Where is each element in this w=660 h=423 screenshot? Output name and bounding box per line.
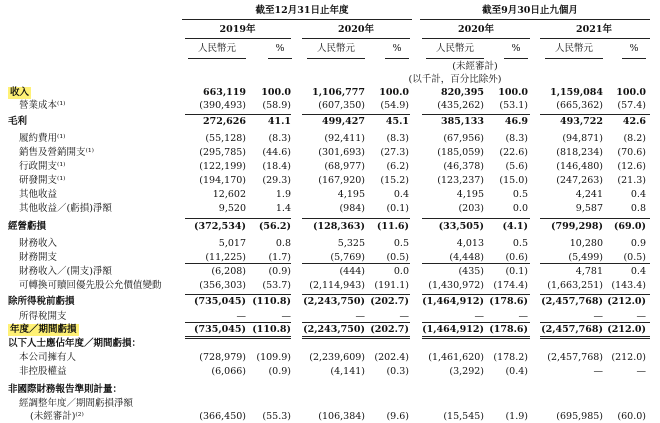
percent-cell: 0.9: [630, 238, 646, 249]
percent-cell: 0.8: [275, 238, 291, 249]
amount-cell: —: [593, 311, 603, 322]
percent-cell: 0.5: [512, 189, 528, 200]
amount-cell: (356,303): [199, 280, 246, 291]
percent-cell: (15.2): [380, 175, 409, 186]
year-end-header: 截至12月31日止年度: [255, 5, 349, 16]
row-label: 財務收入: [19, 238, 58, 249]
row-label: 非國際財務報告準則計量：: [8, 384, 123, 395]
amount-cell: (2,239,609): [309, 352, 365, 363]
amount-cell: (122,199): [199, 161, 246, 172]
amount-cell: (366,450): [199, 411, 246, 422]
row-label: 毛利: [8, 116, 28, 127]
percent-cell: 100.0: [616, 87, 646, 98]
double-rule: [185, 338, 291, 339]
amount-cell: 493,722: [560, 116, 603, 127]
section-rule: [185, 114, 291, 115]
section-rule: [540, 114, 650, 115]
row-label: 經調整年度／期間虧損淨額: [19, 398, 134, 409]
amount-cell: 499,427: [322, 116, 365, 127]
period-year-3: 2020年: [458, 24, 494, 35]
percent-cell: (0.9): [268, 366, 291, 377]
row-label: 財務開支: [19, 252, 58, 263]
amount-cell: (818,234): [556, 147, 603, 158]
section-rule: [422, 218, 530, 219]
percent-cell: (0.5): [623, 252, 646, 263]
amount-cell: 820,395: [441, 87, 484, 98]
amount-cell: (247,263): [556, 175, 603, 186]
section-rule: [540, 218, 650, 219]
amount-cell: 4,241: [575, 189, 603, 200]
section-rule: [302, 322, 410, 323]
percent-cell: (8.3): [386, 133, 409, 144]
amount-cell: 12,602: [212, 189, 246, 200]
percent-cell: 46.9: [504, 116, 528, 127]
period-rule-3: [422, 38, 530, 39]
percent-cell: (11.6): [376, 221, 409, 232]
amount-cell: (435): [458, 266, 484, 277]
section-rule: [422, 294, 530, 295]
amount-cell: 385,133: [441, 116, 484, 127]
row-label: 收入: [10, 87, 30, 98]
amount-cell: (94,871): [562, 133, 603, 144]
amount-cell: (6,208): [211, 266, 246, 277]
amount-cell: (2,457,768): [541, 296, 603, 307]
percent-cell: (55.3): [262, 411, 291, 422]
amount-cell: (1,430,972): [428, 280, 484, 291]
percent-cell: (22.6): [499, 147, 528, 158]
nine-month-header: 截至9月30日止九個月: [482, 5, 578, 16]
sub-rule-2b: [385, 58, 409, 59]
percent-cell: —: [636, 311, 646, 322]
percent-cell: (0.1): [386, 203, 409, 214]
section-rule: [185, 218, 291, 219]
percent-cell: (202.7): [370, 324, 409, 335]
percent-cell: 100.0: [379, 87, 409, 98]
period-rule-2: [302, 38, 410, 39]
percent-cell: (44.6): [262, 147, 291, 158]
percent-cell: (110.8): [252, 324, 291, 335]
percent-cell: 41.1: [267, 116, 291, 127]
sub-rule-4b: [622, 58, 646, 59]
nine-month-header-rule: [420, 19, 650, 20]
row-label: 除所得稅前虧損: [8, 296, 75, 307]
percent-cell: (178.6): [489, 296, 528, 307]
pct-label-2: %: [392, 43, 402, 54]
row-label: 其他收益／(虧損)淨額: [19, 203, 112, 214]
amount-cell: —: [593, 366, 603, 377]
row-label: 經營虧損: [8, 221, 47, 232]
amount-cell: —: [236, 311, 246, 322]
amount-cell: —: [474, 311, 484, 322]
sub-rule-4a: [545, 58, 603, 59]
amount-cell: (2,243,750): [303, 296, 365, 307]
percent-cell: 1.4: [275, 203, 291, 214]
amount-cell: (33,505): [438, 221, 484, 232]
amount-cell: (665,362): [556, 100, 603, 111]
amount-cell: (6,066): [211, 366, 246, 377]
percent-cell: (21.3): [617, 175, 646, 186]
section-rule: [302, 294, 410, 295]
section-rule: [302, 114, 410, 115]
amount-cell: 272,626: [203, 116, 246, 127]
row-label: 研發開支⁽¹⁾: [19, 175, 66, 186]
currency-label-1: 人民幣元: [197, 43, 236, 54]
row-label: 可轉換可贖回優先股公允價值變動: [19, 280, 162, 291]
double-rule: [185, 336, 291, 337]
percent-cell: (8.3): [268, 133, 291, 144]
amount-cell: (5,769): [330, 252, 365, 263]
percent-cell: (29.3): [262, 175, 291, 186]
amount-cell: (695,985): [556, 411, 603, 422]
percent-cell: (0.5): [386, 252, 409, 263]
percent-cell: (0.1): [505, 266, 528, 277]
amount-cell: (1,461,620): [428, 352, 484, 363]
period-year-2: 2020年: [338, 24, 374, 35]
sub-rule-3b: [504, 58, 528, 59]
percent-cell: (0.4): [505, 366, 528, 377]
percent-cell: (53.7): [262, 280, 291, 291]
amount-cell: 5,325: [337, 238, 365, 249]
percent-cell: 45.1: [385, 116, 409, 127]
amount-cell: (607,350): [318, 100, 365, 111]
section-rule: [185, 263, 291, 264]
amount-cell: (2,243,750): [303, 324, 365, 335]
percent-cell: (12.6): [617, 161, 646, 172]
pct-label-4: %: [629, 43, 639, 54]
section-rule: [422, 263, 530, 264]
percent-cell: (27.3): [380, 147, 409, 158]
section-rule: [422, 322, 530, 323]
row-label: 履約費用⁽¹⁾: [19, 133, 66, 144]
row-label: 所得稅開支: [19, 311, 67, 322]
percent-cell: (8.3): [505, 133, 528, 144]
row-label: 以下人士應佔年度／期間虧損：: [8, 338, 142, 349]
percent-cell: (60.0): [617, 411, 646, 422]
row-label: 本公司擁有人: [19, 352, 77, 363]
percent-cell: (0.3): [386, 366, 409, 377]
percent-cell: (212.0): [607, 296, 646, 307]
amount-cell: (2,457,768): [547, 352, 603, 363]
amount-cell: (728,979): [199, 352, 246, 363]
period-year-4: 2021年: [576, 24, 612, 35]
amount-cell: (55,128): [205, 133, 246, 144]
percent-cell: 42.6: [622, 116, 646, 127]
percent-cell: 0.5: [393, 238, 409, 249]
section-rule: [422, 114, 530, 115]
amount-cell: 4,195: [337, 189, 365, 200]
percent-cell: (110.8): [252, 296, 291, 307]
amount-cell: (123,237): [437, 175, 484, 186]
row-label: 銷售及營銷開支⁽¹⁾: [19, 147, 94, 158]
amount-cell: 9,520: [218, 203, 246, 214]
section-rule: [185, 294, 291, 295]
amount-cell: (372,534): [194, 221, 246, 232]
percent-cell: 0.0: [393, 266, 409, 277]
amount-cell: —: [355, 311, 365, 322]
amount-cell: (1,464,912): [422, 296, 484, 307]
amount-cell: (68,977): [324, 161, 365, 172]
percent-cell: (202.7): [370, 296, 409, 307]
percent-cell: 0.5: [512, 238, 528, 249]
percent-cell: —: [399, 311, 409, 322]
amount-cell: (5,499): [568, 252, 603, 263]
amount-cell: (3,292): [449, 366, 484, 377]
amount-cell: (2,457,768): [541, 324, 603, 335]
percent-cell: (143.4): [611, 280, 646, 291]
section-rule: [540, 322, 650, 323]
sub-rule-2a: [307, 58, 365, 59]
amount-cell: (984): [339, 203, 365, 214]
amount-cell: 4,195: [456, 189, 484, 200]
percent-cell: (178.6): [489, 324, 528, 335]
percent-cell: 0.4: [393, 189, 409, 200]
amount-cell: (1,663,251): [547, 280, 603, 291]
percent-cell: —: [281, 311, 291, 322]
amount-cell: (295,785): [199, 147, 246, 158]
amount-cell: (435,262): [437, 100, 484, 111]
amount-cell: 4,781: [575, 266, 603, 277]
period-year-1: 2019年: [219, 24, 256, 35]
double-rule: [540, 338, 650, 339]
row-label: 非控股權益: [19, 366, 67, 377]
amount-cell: (15,545): [443, 411, 484, 422]
row-label: 行政開支⁽¹⁾: [19, 161, 66, 172]
percent-cell: —: [636, 366, 646, 377]
amount-cell: (735,045): [194, 296, 246, 307]
percent-cell: (53.1): [499, 100, 528, 111]
percent-cell: (8.2): [623, 133, 646, 144]
percent-cell: (0.9): [268, 266, 291, 277]
period-rule-1: [185, 38, 291, 39]
percent-cell: 0.4: [630, 266, 646, 277]
currency-label-3: 人民幣元: [435, 43, 474, 54]
amount-cell: (301,693): [318, 147, 365, 158]
amount-cell: 5,017: [218, 238, 246, 249]
percent-cell: 0.4: [630, 189, 646, 200]
percent-cell: (18.4): [262, 161, 291, 172]
amount-cell: (167,920): [318, 175, 365, 186]
amount-cell: 663,119: [203, 87, 246, 98]
double-rule: [422, 338, 530, 339]
percent-cell: (15.0): [499, 175, 528, 186]
sub-rule-1a: [188, 58, 246, 59]
percent-cell: (54.9): [380, 100, 409, 111]
currency-label-2: 人民幣元: [316, 43, 355, 54]
currency-label-4: 人民幣元: [554, 43, 593, 54]
percent-cell: (191.1): [374, 280, 409, 291]
double-rule: [302, 338, 410, 339]
pct-label-1: %: [275, 43, 285, 54]
amount-cell: (128,363): [313, 221, 365, 232]
amount-cell: (194,170): [199, 175, 246, 186]
percent-cell: (4.1): [502, 221, 528, 232]
percent-cell: (212.0): [611, 352, 646, 363]
amount-cell: 4,013: [456, 238, 484, 249]
amount-cell: (735,045): [194, 324, 246, 335]
percent-cell: —: [518, 311, 528, 322]
amount-cell: 10,280: [569, 238, 603, 249]
row-label: 營業成本⁽¹⁾: [19, 100, 66, 111]
row-label: 年度／期間虧損: [10, 324, 77, 335]
amount-cell: (799,298): [551, 221, 603, 232]
row-label: (未經審計)⁽²⁾: [30, 411, 84, 422]
section-rule: [540, 263, 650, 264]
amount-cell: (2,114,943): [309, 280, 365, 291]
percent-cell: (109.9): [256, 352, 291, 363]
amount-cell: 1,106,777: [312, 87, 365, 98]
percent-cell: 0.8: [630, 203, 646, 214]
period-rule-4: [540, 38, 650, 39]
amount-cell: (67,956): [443, 133, 484, 144]
row-label: 財務收入／(開支)淨額: [19, 266, 112, 277]
amount-cell: (4,448): [449, 252, 484, 263]
section-rule: [302, 218, 410, 219]
amount-cell: (4,141): [330, 366, 365, 377]
percent-cell: (57.4): [617, 100, 646, 111]
double-rule: [422, 336, 530, 337]
percent-cell: 100.0: [261, 87, 291, 98]
amount-cell: 9,587: [575, 203, 603, 214]
amount-cell: (203): [458, 203, 484, 214]
amount-cell: (185,059): [437, 147, 484, 158]
percent-cell: (1.7): [268, 252, 291, 263]
amount-cell: (46,378): [443, 161, 484, 172]
amount-cell: (92,411): [324, 133, 365, 144]
double-rule: [302, 336, 410, 337]
section-rule: [540, 294, 650, 295]
percent-cell: (0.6): [505, 252, 528, 263]
percent-cell: (5.6): [505, 161, 528, 172]
amount-cell: (444): [339, 266, 365, 277]
sub-rule-1b: [268, 58, 292, 59]
amount-cell: (11,225): [205, 252, 246, 263]
amount-cell: (1,464,912): [422, 324, 484, 335]
percent-cell: (56.2): [258, 221, 291, 232]
unit-note: (以千計，百分比除外): [408, 74, 502, 85]
percent-cell: (1.9): [505, 411, 528, 422]
amount-cell: 1,159,084: [550, 87, 603, 98]
amount-cell: (106,384): [318, 411, 365, 422]
sub-rule-3a: [426, 58, 484, 59]
percent-cell: (202.4): [374, 352, 409, 363]
percent-cell: (212.0): [607, 324, 646, 335]
section-rule: [185, 322, 291, 323]
percent-cell: 0.0: [512, 203, 528, 214]
double-rule: [540, 336, 650, 337]
row-label: 其他收益: [19, 189, 58, 200]
percent-cell: (70.6): [617, 147, 646, 158]
section-rule: [302, 263, 410, 264]
percent-cell: 100.0: [498, 87, 528, 98]
amount-cell: (146,480): [556, 161, 603, 172]
percent-cell: (69.0): [613, 221, 646, 232]
percent-cell: (9.6): [386, 411, 409, 422]
percent-cell: 1.9: [275, 189, 291, 200]
percent-cell: (174.4): [493, 280, 528, 291]
percent-cell: (6.2): [386, 161, 409, 172]
percent-cell: (178.2): [493, 352, 528, 363]
year-end-header-rule: [182, 19, 412, 20]
percent-cell: (58.9): [262, 100, 291, 111]
pct-label-3: %: [511, 43, 521, 54]
amount-cell: (390,493): [199, 100, 246, 111]
unaudited-note: (未經審計): [452, 61, 498, 72]
